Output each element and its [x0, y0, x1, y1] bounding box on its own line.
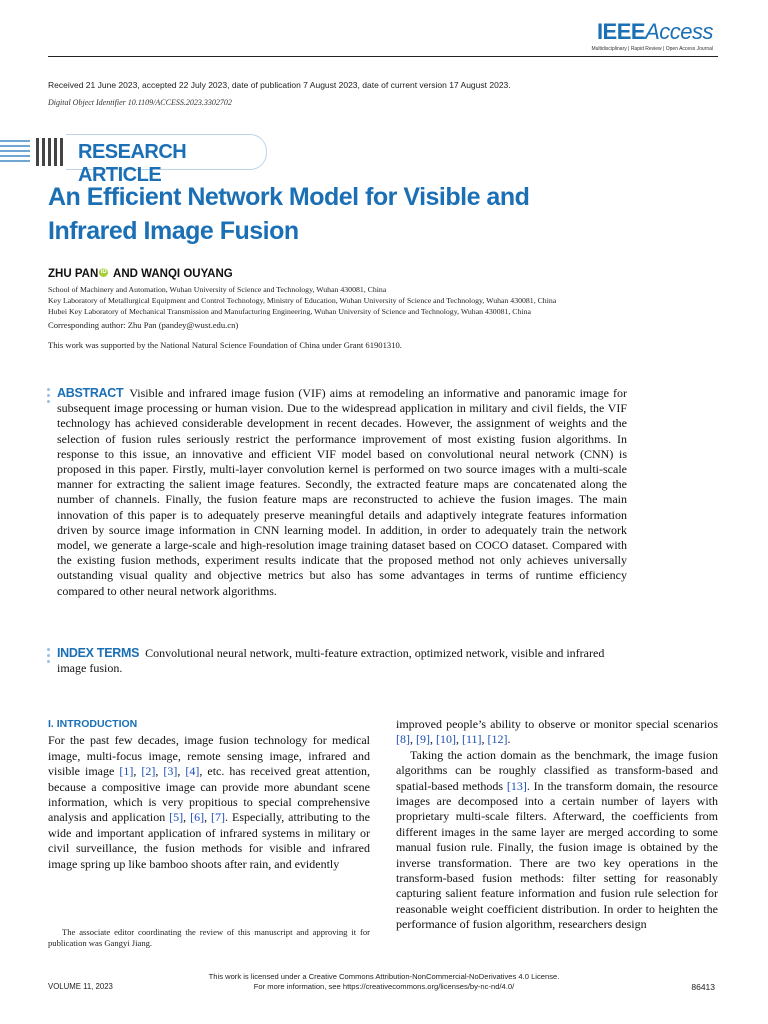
license-link[interactable]: For more information, see https://creativecommons.org/licenses/by-nc-nd/4.0/: [253, 982, 515, 991]
citation-link[interactable]: [4]: [185, 764, 200, 779]
body-text: . Especially, attributing to the wide and important application of infrared systems in military or civil surveillance, the fusion methods for visible and infrared image spring up like bamboo shoots after rain, and evidently: [48, 810, 371, 871]
page-number: 86413: [691, 982, 715, 992]
author-first: ZHU PAN: [48, 268, 99, 280]
citation-link[interactable]: [2]: [141, 764, 156, 779]
index-terms-text: Convolutional neural network, multi-feature extraction, optimized network, visible and infrared image fusion.: [57, 646, 605, 676]
journal-name-bold: IEEE: [596, 19, 646, 44]
body-text: . In the transform domain, the resource images are decomposed into a certain number of layers with proprietary multi-scale filters. Afterward, the coefficients from different images in the same layer are merged according to some manual fusion rule. Finally, the fusion image is obtained by the inverse transformation. There are two key operations in the transform-based fusion methods: filter setting for reasonably capturing salient feature information and fusion rule selection for reasonable weight coefficient distribution. In order to heighten the performance of fusion algorithm, researchers design: [396, 778, 718, 932]
citation-link[interactable]: [1]: [119, 764, 134, 779]
article-type-banner: [0, 134, 272, 186]
body-text: For the past few decades, image fusion technology for medical image, multi-focus image, remote sensing image, infrared and visible image: [48, 733, 370, 779]
index-terms-heading: INDEX TERMS: [57, 646, 140, 660]
citation-link[interactable]: [5]: [169, 810, 184, 825]
citation-link[interactable]: [3]: [163, 764, 178, 779]
body-text: , etc. has received great attention, because a compositive image can provide more abundant scene information, which is very propitious to special comprehensive analysis and application: [48, 764, 371, 825]
abstract-heading: ABSTRACT: [57, 386, 124, 400]
citation-link[interactable]: [10]: [436, 732, 456, 747]
citation-link[interactable]: [13]: [506, 778, 527, 793]
journal-tagline: Multidisciplinary | Rapid Review | Open Access Journal: [591, 46, 713, 52]
intro-paragraph: For the past few decades, image fusion technology for medical image, multi-focus image, remote sensing image, infrared and visible image [1], [2], [3], [4], etc. has received great attention, because a compositive image can provide more abundant scene information, which is very propitious to special comprehensive analysis and application [5], [6], [7]. Especially, attributing to the wide and important application of infrared systems in military or civil surveillance, the fusion methods for visible and infrared image spring up like bamboo shoots after rain, and evidently: [48, 733, 371, 871]
license-line: This work is licensed under a Creative Commons Attribution-NonCommercial-NoDerivatives 4.0 License.: [208, 972, 560, 981]
citation-link[interactable]: [12]: [487, 732, 508, 747]
volume-label: VOLUME 11, 2023: [48, 982, 113, 991]
citation-link[interactable]: [11]: [462, 732, 482, 747]
header-rule: [48, 56, 718, 57]
body-text: improved people’s ability to observe or monitor special scenarios: [396, 717, 718, 731]
affiliation-item: Hubei Key Laboratory of Mechanical Transmission and Manufacturing Engineering, Wuhan University of Science and Technology, Wuhan 430081, China: [48, 307, 531, 316]
doi[interactable]: Digital Object Identifier 10.1109/ACCESS.2023.3302702: [48, 98, 232, 107]
orcid-icon[interactable]: iD: [100, 269, 107, 275]
affiliations: [48, 284, 556, 317]
citation-link[interactable]: [9]: [416, 732, 430, 747]
article-title: An Efficient Network Model for Visible and Infrared Image Fusion: [48, 183, 530, 245]
dots-marker-icon: [47, 648, 50, 666]
journal-name-italic: Access: [645, 19, 713, 44]
journal-logo: [591, 20, 713, 52]
abstract-text: Visible and infrared image fusion (VIF) aims at remodeling an informative and panoramic image for subsequent image processing or human vision. Due to the widespread application in military and civil fields, the VIF technology has achieved considerable development in recent decades. However, the assignment of weights and the selection of fusion rules seriously restrict the performance improvement of most existing fusion algorithms. In response to this issue, an innovative and efficient VIF model based on convolutional neural network (CNN) is proposed in this paper. Firstly, multi-layer convolution kernel is performed on two source images with a multi-scale manner for extracting the salient image features. Secondly, the extracted feature maps are concatenated along the number of channels. Finally, the fusion feature maps are reconstructed to achieve the fusion images. The main innovation of this paper is to adequately preserve meaningful details and adaptively integrate features information driven by source image information in CNN learning model. In addition, in order to adequately train the network model, we generate a large-scale and high-resolution image training dataset based on COCO dataset. Compared with the existing fusion methods, experiment results indicate that the proposed method not only achieves universally outstanding visual quality and objective metrics but also has some advantages in terms of runtime efficiency compared to other neural network algorithms.: [57, 386, 627, 598]
editor-footnote: The associate editor coordinating the review of this manuscript and approving it for publication was Gangyi Jiang.: [48, 927, 370, 948]
affiliation-item: School of Machinery and Automation, Wuhan University of Science and Technology, Wuhan 430081, China: [48, 285, 387, 294]
affiliation-item: Key Laboratory of Metallurgical Equipment and Control Technology, Ministry of Education, Wuhan University of Science and Technology, Wuhan 430081, China: [48, 296, 557, 305]
index-terms: [57, 646, 627, 676]
citation-link[interactable]: [8]: [396, 732, 410, 747]
dots-marker-icon: [47, 388, 50, 406]
received-dates: Received 21 June 2023, accepted 22 July 2023, date of publication 7 August 2023, date of current version 17 August 2023.: [48, 80, 511, 90]
author-rest: AND WANQI OUYANG: [113, 268, 233, 280]
citation-link[interactable]: [6]: [190, 810, 205, 825]
left-column: [48, 717, 370, 872]
banner-stripes-icon: [0, 137, 66, 167]
corresponding-author: Corresponding author: Zhu Pan (pandey@wust.edu.cn): [48, 320, 239, 330]
intro-paragraph: improved people’s ability to observe or monitor special scenarios [8], [9], [10], [11], [12].: [396, 717, 718, 747]
license-notice: [0, 972, 768, 992]
banner-label: RESEARCH ARTICLE: [78, 141, 187, 186]
body-text: Taking the action domain as the benchmark, the image fusion algorithms can be roughly classified as transform-based and spatial-based methods: [396, 747, 718, 793]
right-column: [396, 717, 718, 933]
citation-link[interactable]: [7]: [211, 810, 226, 825]
banner-label-box: [66, 134, 267, 186]
funding-note: This work was supported by the National Natural Science Foundation of China under Grant 61901310.: [48, 340, 402, 350]
author-line: [48, 268, 233, 280]
section-heading: I. INTRODUCTION: [48, 718, 138, 730]
abstract: [57, 386, 627, 599]
intro-paragraph: [396, 748, 718, 933]
